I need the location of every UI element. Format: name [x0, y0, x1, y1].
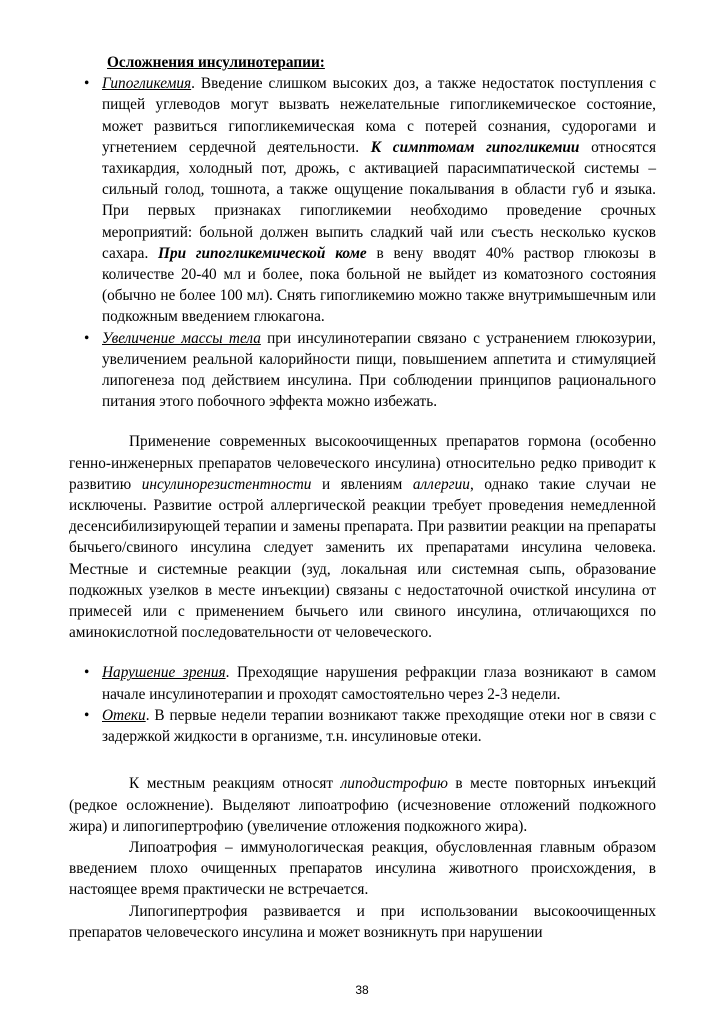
- bullet-weight-gain-text: при инсулинотерапии связано с устранением глюкозурии, увеличением реальной калорийности пищи, повышением аппетита и стимуляцией липогенеза под действием инсулина. При соблюдении принципов рационального питания этого побочного эффекта можно избежать.: [102, 329, 656, 411]
- term-vision: Нарушение зрения: [102, 664, 226, 682]
- bullet-weight-gain: [69, 328, 656, 413]
- bullet-edema: [69, 705, 656, 747]
- paragraph-lipodystrophy-text-2: в месте повторных инъекций (редкое осложнение). Выделяют липоатрофию (исчезновение отложений подкожного жира) и липогипертрофию (увеличение отложения подкожного жира).: [69, 775, 657, 835]
- term-allergy: аллергии: [412, 475, 470, 493]
- term-hypoglycemia: Гипогликемия: [102, 75, 192, 93]
- bullet-edema-text: . В первые недели терапии возникают также преходящие отеки ног в связи с задержкой жидкости в организме, т.н. инсулиновые отеки.: [102, 706, 656, 746]
- section-title: Осложнения инсулинотерапии:: [107, 54, 325, 71]
- paragraph-lipoatrophy: Липоатрофия – иммунологическая реакция, обусловленная главным образом введением плохо очищенных препаратов инсулина животного происхождения, в настоящее время практически не встречается.: [69, 838, 656, 899]
- bullet-hypoglycemia-text-2: относятся тахикардия, холодный пот, дрожь, с активацией парасимпатической системы – сильный голод, тошнота, а также ощущение покалывания в области губ и языка. При первых признаках гипогликемии необходимо проведение срочных мероприятий: больной должен выпить сладкий чай или съесть несколько кусков сахара.: [102, 138, 656, 262]
- bullet-hypoglycemia: [69, 73, 656, 327]
- bullet-hypoglycemia-text-3: в вену вводят 40% раствор глюкозы в количестве 20-40 мл и более, пока больной не выйдет из коматозного состояния (обычно не более 100 мл). Снять гипогликемию можно также внутримышечным или подкожным введением глюкагона.: [102, 244, 656, 326]
- paragraph-lipodystrophy: [69, 773, 656, 837]
- paragraph-allergy: [69, 431, 656, 643]
- spacer: [69, 643, 656, 662]
- term-lipodystrophy: липодистрофию: [340, 775, 448, 793]
- page-content: [69, 52, 656, 943]
- spacer: [69, 412, 656, 431]
- bullet-vision-text: . Преходящие нарушения рефракции глаза возникают в самом начале инсулинотерапии и проходят самостоятельно через 2-3 недели.: [102, 664, 656, 703]
- paragraph-allergy-text-3: , однако такие случаи не исключены. Развитие острой аллергической реакции требует проведения немедленной десенсибилизирующей терапии и замены препарата. При развитии реакции на препараты бычьего/свиного инсулина следует заменить их препаратами инсулина человека. Местные и системные реакции (зуд, локальная или системная сыпь, образование подкожных узелков в месте инъекции) связаны с недостаточной очисткой инсулина от примесей или с применением бычьего или свиного инсулина, отличающихся по аминокислотной последовательности от человеческого.: [69, 475, 657, 642]
- paragraph-allergy-text-1: Применение современных высокоочищенных препаратов гормона (особенно генно-инженерных препаратов человеческого инсулина) относительно редко приводит к развитию: [69, 433, 656, 493]
- term-edema: Отеки: [102, 706, 146, 724]
- paragraph-lipohypertrophy: Липогипертрофия развивается и при использовании высокоочищенных препаратов человеческого инсулина и может возникнуть при нарушении: [69, 902, 656, 941]
- term-weight-gain: Увеличение массы тела: [102, 329, 261, 347]
- bullet-hypoglycemia-text-1: . Введение слишком высоких доз, а также недостаток поступления с пищей углеводов могут вызвать нежелательные гипогликемическое состояние, может развиться гипогликемическая кома с потерей сознания, судорогами и угнетением сердечной деятельности.: [102, 75, 656, 156]
- bullet-vision: [69, 662, 656, 704]
- page-number: 38: [355, 983, 369, 997]
- spacer: [69, 747, 656, 773]
- paragraph-lipodystrophy-text-1: К местным реакциям относят: [129, 775, 341, 793]
- term-insulin-resistance: инсулинорезистентности: [141, 475, 312, 493]
- emphasis-symptoms: К симптомам гипогликемии: [370, 138, 580, 156]
- emphasis-coma: При гипогликемической коме: [158, 244, 367, 262]
- paragraph-allergy-text-2: и явлениям: [311, 475, 413, 493]
